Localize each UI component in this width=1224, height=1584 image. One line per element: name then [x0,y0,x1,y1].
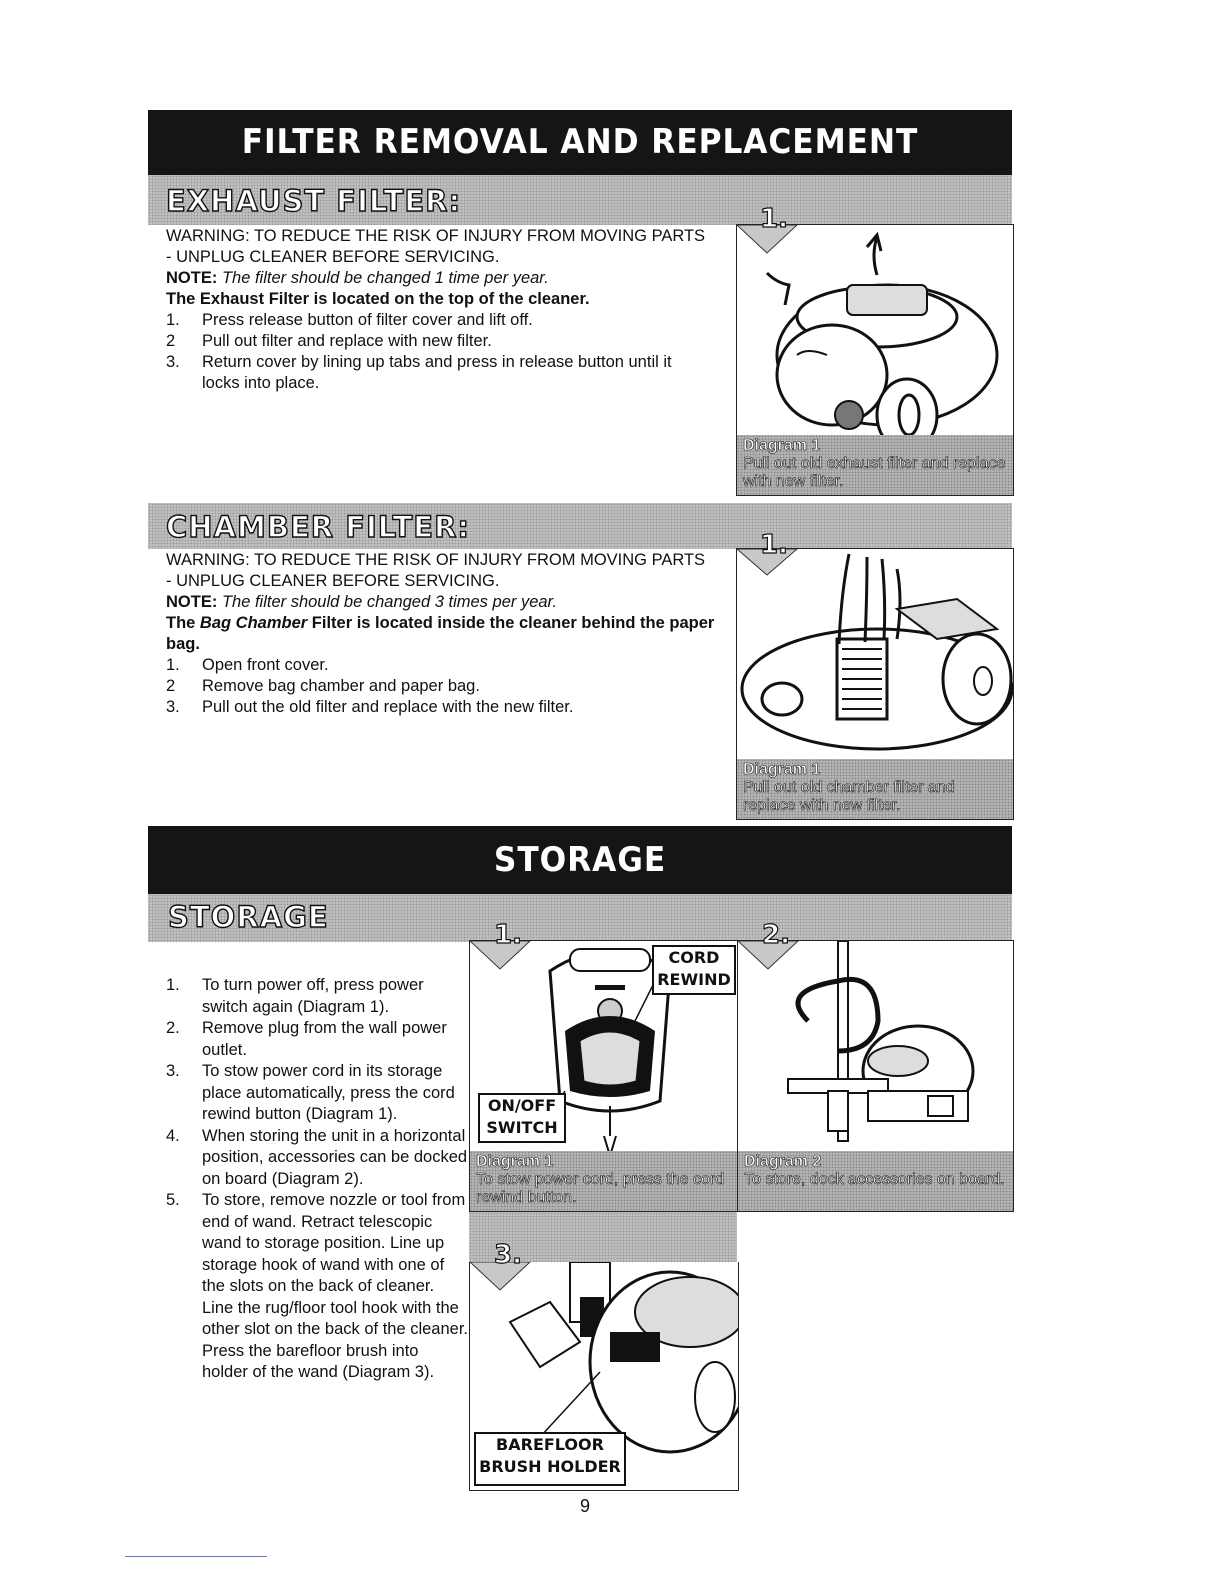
storage-step-1-text: To turn power off, press power switch again (Diagram 1). [202,976,424,1016]
chamber-caption-title: Diagram 1 [743,761,821,778]
storage-d2-caption-title: Diagram 2 [744,1153,822,1170]
cord-rewind-callout [652,945,736,995]
exhaust-step-1-text: Press release button of filter cover and lift off. [202,311,533,329]
exhaust-diagram-step-number: 1. [760,204,788,234]
exhaust-warning: WARNING: TO REDUCE THE RISK OF INJURY FROM MOVING PARTS - UNPLUG CLEANER BEFORE SERVICING. [166,227,706,266]
storage-step-3 [166,1061,468,1126]
chamber-step-3 [166,697,736,718]
storage-step-1 [166,975,468,1018]
chamber-note-text: The filter should be changed 3 times per year. [221,593,558,611]
filter-section-title: FILTER REMOVAL AND REPLACEMENT [241,122,919,162]
storage-step-4-num: 4. [166,1126,180,1145]
storage-diagram-3-frame [469,1262,739,1491]
exhaust-note-label: NOTE: [166,269,218,287]
storage-heading: STORAGE [168,900,329,934]
exhaust-step-1-num: 1. [166,311,180,329]
exhaust-location: The Exhaust Filter is located on the top of the cleaner. [166,290,590,308]
chamber-step-2-text: Remove bag chamber and paper bag. [202,677,480,695]
exhaust-step-3-text: Return cover by lining up tabs and press in release button until it locks into place. [202,353,672,392]
storage-step-2-text: Remove plug from the wall power outlet. [202,1019,447,1059]
on-off-label-1: ON/OFF [487,1096,557,1115]
chamber-filter-heading: CHAMBER FILTER: [166,510,470,544]
barefloor-label-2: BRUSH HOLDER [479,1457,621,1476]
storage-steps [166,975,468,1384]
chamber-note [166,592,736,613]
storage-step-5 [166,1190,468,1384]
chamber-step-2 [166,676,736,697]
chamber-diagram-step-number: 1. [760,530,788,560]
chamber-step-3-num: 3. [166,698,180,716]
storage-d1-caption-title: Diagram 1 [476,1153,554,1170]
storage-diagram-2-caption [738,1151,1013,1211]
storage-section-title: STORAGE [493,840,667,880]
exhaust-caption-text: Pull out old exhaust filter and replace with new filter. [743,455,1006,490]
chamber-step-1 [166,655,736,676]
storage-step-1-num: 1. [166,976,180,994]
chamber-diagram-frame [736,548,1014,820]
exhaust-diagram-frame [736,224,1014,496]
chamber-step-3-text: Pull out the old filter and replace with the new filter. [202,698,574,716]
barefloor-label-1: BAREFLOOR [496,1435,604,1454]
cord-rewind-label-1: CORD [668,948,720,967]
exhaust-step-2-text: Pull out filter and replace with new filter. [202,332,492,350]
storage-d2-caption-text: To store, dock accessories on board. [744,1171,1005,1188]
chamber-diagram-caption [737,759,1013,819]
exhaust-step-1 [166,310,731,331]
footer-rule [125,1556,267,1557]
chamber-location-em: Bag Chamber [199,614,308,632]
exhaust-diagram-caption [737,435,1013,495]
storage-d1-caption-text: To stow power cord, press the cord rewind button. [476,1171,725,1206]
chamber-filter-text [166,550,736,718]
on-off-label-2: SWITCH [486,1118,558,1137]
chamber-location-pre: The [166,614,200,632]
exhaust-filter-heading: EXHAUST FILTER: [166,184,462,218]
cord-rewind-label-2: REWIND [657,970,731,989]
chamber-location [166,613,736,655]
chamber-location-post: Filter is located inside the cleaner behind the paper bag. [166,614,715,653]
storage-step-2 [166,1018,468,1061]
storage-diagram-2-frame [737,940,1014,1212]
storage-step-4-text: When storing the unit in a horizontal position, accessories can be docked on board (Diagram 2). [202,1126,468,1188]
on-off-switch-callout [478,1093,566,1143]
storage-diagram-1-frame [469,940,739,1212]
exhaust-step-3 [166,352,731,394]
exhaust-note [166,268,731,289]
exhaust-step-2 [166,331,731,352]
storage-step-5-text: To store, remove nozzle or tool from end of wand. Retract telescopic wand to storage position. Line up storage hook of wand with one of the slots on the back of cleaner. Line the rug/floor tool hook with the other slot on the back of the cleaner. Press the barefloor brush into holder of the wand (Diagram 3). [202,1191,469,1381]
barefloor-brush-holder-callout [474,1432,626,1486]
chamber-caption-text: Pull out old chamber filter and replace with new filter. [743,779,955,814]
chamber-step-1-num: 1. [166,656,180,674]
exhaust-caption-title: Diagram 1 [743,437,821,454]
page-number: 9 [580,1496,591,1516]
storage-diagram-2-step-number: 2. [762,920,790,950]
chamber-step-2-num: 2 [166,677,176,695]
storage-step-2-num: 2. [166,1019,180,1037]
storage-step-3-text: To stow power cord in its storage place automatically, press the cord rewind button (Diagram 1). [202,1062,455,1123]
exhaust-step-3-num: 3. [166,353,180,371]
chamber-step-1-text: Open front cover. [202,656,329,674]
chamber-note-label: NOTE: [166,593,218,611]
exhaust-step-2-num: 2 [166,332,176,350]
chamber-warning: WARNING: TO REDUCE THE RISK OF INJURY FROM MOVING PARTS - UNPLUG CLEANER BEFORE SERVICING. [166,551,706,590]
filter-section-banner [148,110,1012,175]
storage-step-5-num: 5. [166,1191,180,1209]
storage-diagram-1-step-number: 1. [494,920,522,950]
exhaust-note-text: The filter should be changed 1 time per year. [221,269,549,287]
storage-step-3-num: 3. [166,1062,180,1080]
storage-section-banner [148,826,1012,894]
storage-diagram-3-step-number: 3. [494,1240,522,1270]
storage-step-4 [166,1126,468,1191]
storage-diagram-1-caption [470,1151,738,1211]
exhaust-filter-text [166,226,731,394]
